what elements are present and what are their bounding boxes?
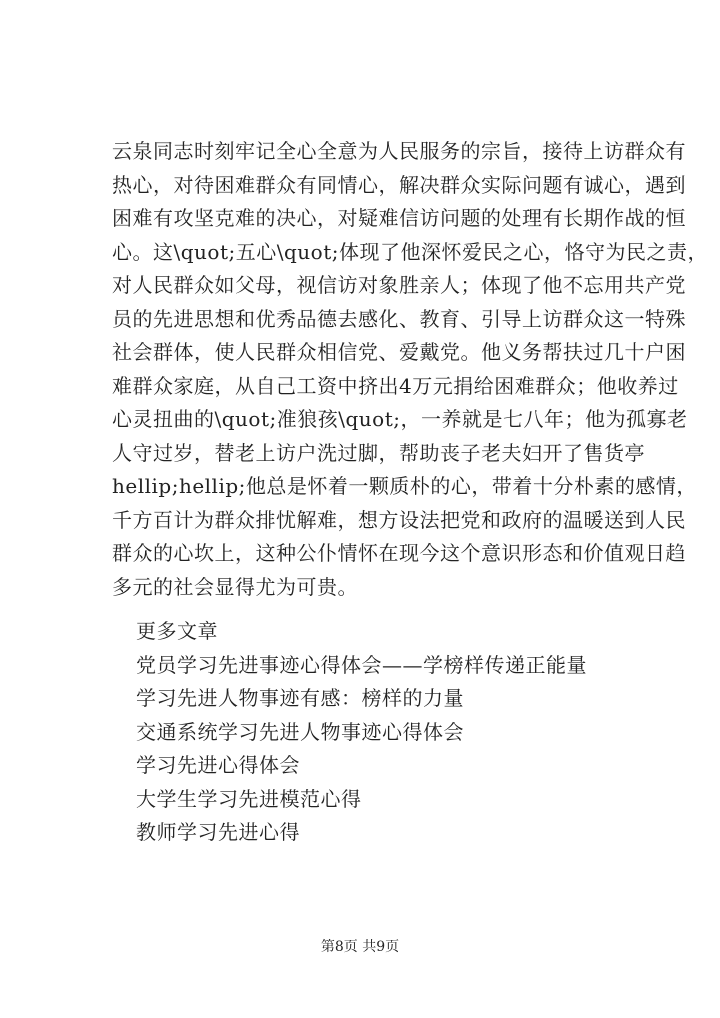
paragraph-line: 热心，对待困难群众有同情心，解决群众实际问题有诚心，遇到 xyxy=(112,172,686,197)
paragraph-line: hellip;hellip;他总是怀着一颗质朴的心，带着十分朴素的感情， xyxy=(112,474,697,498)
article-link[interactable]: 交通系统学习先进人物事迹心得体会 xyxy=(136,719,464,744)
paragraph-line: 人守过岁，替老上访户洗过脚，帮助丧子老夫妇开了售货亭 xyxy=(112,440,645,465)
paragraph-line: 员的先进思想和优秀品德去感化、教育、引导上访群众这一特殊 xyxy=(112,306,686,331)
more-articles xyxy=(136,615,587,850)
article-link[interactable]: 教师学习先进心得 xyxy=(136,820,300,844)
paragraph-line: 心灵扭曲的\quot;准狼孩\quot;，一养就是七八年；他为孤寡老 xyxy=(112,407,688,431)
paragraph-line: 对人民群众如父母，视信访对象胜亲人；体现了他不忘用共产党 xyxy=(112,273,686,297)
paragraph-line: 难群众家庭，从自己工资中挤出4万元捐给困难群众；他收养过 xyxy=(112,373,679,398)
article-link[interactable]: 学习先进人物事迹有感：榜样的力量 xyxy=(136,686,464,710)
paragraph-line: 社会群体，使人民群众相信党、爱戴党。他义务帮扶过几十户困 xyxy=(112,340,686,364)
paragraph-line: 心。这\quot;五心\quot;体现了他深怀爱民之心，恪守为民之责， xyxy=(112,239,708,264)
paragraph-line: 多元的社会显得尤为可贵。 xyxy=(112,574,358,599)
article-link[interactable]: 学习先进心得体会 xyxy=(136,753,300,777)
article-link[interactable]: 大学生学习先进模范心得 xyxy=(136,786,362,811)
article-paragraph xyxy=(112,135,708,604)
article-link[interactable]: 党员学习先进事迹心得体会——学榜样传递正能量 xyxy=(136,652,587,677)
paragraph-line: 千方百计为群众排忧解难，想方设法把党和政府的温暖送到人民 xyxy=(112,507,686,532)
paragraph-line: 群众的心坎上，这种公仆情怀在现今这个意识形态和价值观日趋 xyxy=(112,541,686,565)
paragraph-line: 云泉同志时刻牢记全心全意为人民服务的宗旨，接待上访群众有 xyxy=(112,139,686,163)
paragraph-line: 困难有攻坚克难的决心，对疑难信访问题的处理有长期作战的恒 xyxy=(112,206,686,230)
page-number: 第8页 共9页 xyxy=(320,939,400,955)
more-articles-heading: 更多文章 xyxy=(136,619,218,643)
